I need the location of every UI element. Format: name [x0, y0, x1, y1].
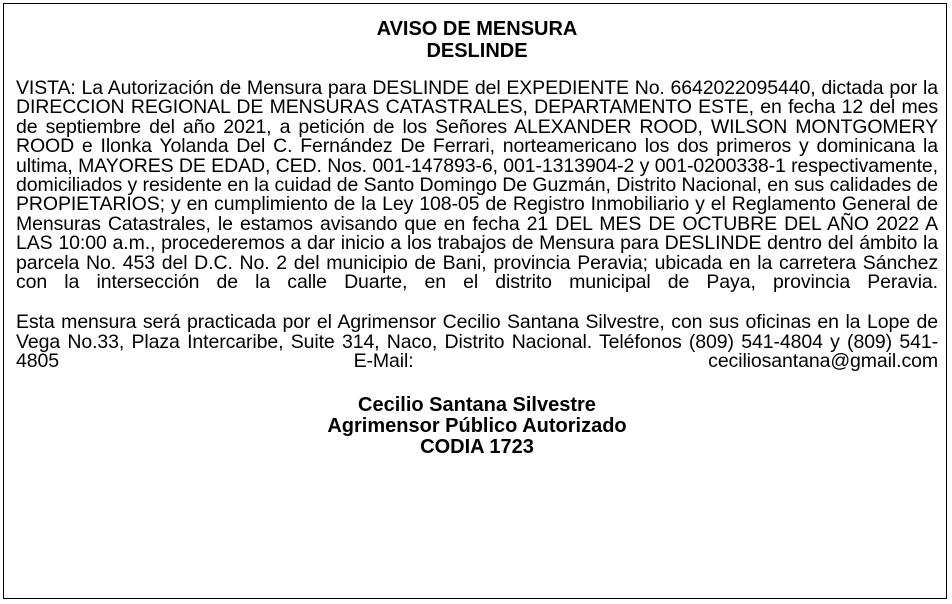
signature-license: CODIA 1723 — [420, 435, 534, 458]
signature-role: Agrimensor Público Autorizado — [327, 414, 627, 437]
signature-name: Cecilio Santana Silvestre — [358, 393, 596, 416]
signature-block — [16, 395, 938, 458]
notice-title: AVISO DE MENSURA — [376, 18, 578, 40]
notice-paragraph-authorization: VISTA: La Autorización de Mensura para DESLINDE del EXPEDIENTE No. 6642022095440, dictada por la DIRECCION REGIONAL DE MENSURAS CATASTRALES, DEPARTAMENTO ESTE, en fecha 12 del mes de septiembre del año 2021, a petición de los Señores ALEXANDER ROOD, WILSON MONTGOMERY ROOD e Ilonka Yolanda Del C. Fernández De Ferrari, norteamericano los dos primeros y dominicana la ultima, MAYORES DE EDAD, CED. Nos. 001-147893-6, 001-1313904-2 y 001-0200338-1 respectivamente, domiciliados y residente en la cuidad de Santo Domingo De Guzmán, Distrito Nacional, en sus calidades de PROPIETARIOS; y en cumplimiento de la Ley 108-05 de Registro Inmobiliario y el Reglamento General de Mensuras Catastrales, le estamos avisando que en fecha 21 DEL MES DE OCTUBRE DEL AÑO 2022 A LAS 10:00 a.m., procederemos a dar inicio a los trabajos de Mensura para DESLINDE dentro del ámbito la parcela No. 453 del D.C. No. 2 del municipio de Bani, provincia Peravia; ubicada en la carretera Sánchez con la intersección de la calle Duarte, en el distrito municipal de Paya, provincia Peravia. — [16, 77, 938, 294]
notice-paragraph-surveyor-contact: Esta mensura será practicada por el Agrimensor Cecilio Santana Silvestre, con sus oficinas en la Lope de Vega No.33, Plaza Intercaribe, Suite 314, Naco, Distrito Nacional. Teléfonos (809) 541-4804 y (809) 541-4805 E-Mail: ceciliosantana@gmail.com — [16, 311, 938, 373]
notice-content — [16, 18, 938, 458]
notice-subtitle: DESLINDE — [426, 40, 528, 62]
